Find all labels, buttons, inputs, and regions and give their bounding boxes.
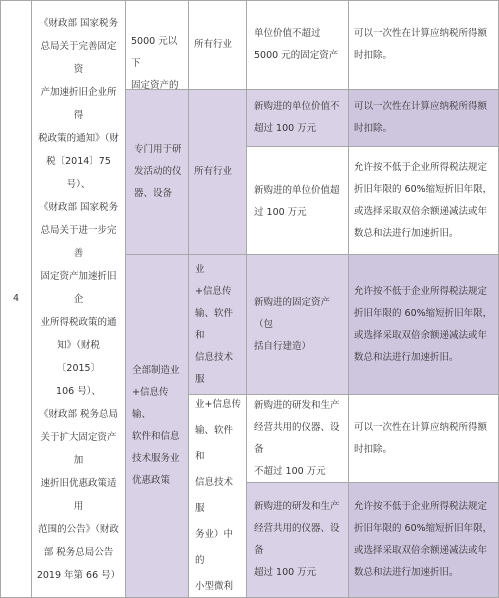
industry-label: 所有行业 xyxy=(194,166,233,177)
treatment-text: 允许按不低于企业所得税法规定 折旧年限的 60%缩短折旧年限， 或选择采取双倍余额递减法或年 数总和法进行加速折旧。 xyxy=(354,161,493,239)
treatment-text: 允许按不低于企业所得税法规定 折旧年限的 60%缩短折旧年限， 或选择采取双倍余额递减法或年 数总和法进行加速折旧。 xyxy=(354,285,493,363)
group-policy-label: 专门用于研 发活动的仪 器、设备 xyxy=(134,144,182,199)
industry-label: 业+信息传 输、软件和 信息技术服 务业）中的 小型微利 xyxy=(195,399,241,592)
industry-label: 业 +信息传 输、软件和 信息技术服 xyxy=(195,263,234,385)
condition-cell xyxy=(247,395,349,483)
policy-source-cell xyxy=(32,0,126,598)
condition-cell xyxy=(247,0,349,90)
policy-source-text: 《财政部 国家税务 总局关于完善固定资 产加速折旧企业所得 税政策的通知》（财 税〔2014〕75 号）、 《财政部 国家税务 总局关于进一步完善 固定资产加速折旧企 业所得税政策的通 知》（财税〔2015〕 106 号）、 《财政部 税务总局 关于扩大固定资产加 速折旧优惠政策适用 范围的公告》（财政 部 税务总局公告 2019 年第 66 号） xyxy=(36,17,121,581)
treatment-text: 允许按不低于企业所得税法规定 折旧年限的 60%缩短折旧年限， 或选择采取双倍余额递减法或年 数总和法进行加速折旧。 xyxy=(354,501,493,578)
treatment-cell xyxy=(349,90,499,147)
group-policy-cell xyxy=(126,90,189,255)
industry-cell xyxy=(189,395,247,598)
condition-cell xyxy=(247,90,349,147)
treatment-cell xyxy=(349,483,499,598)
row-number: 4 xyxy=(12,293,20,304)
industry-cell xyxy=(189,90,247,255)
treatment-text: 可以一次性在计算应纳税所得额 时扣除。 xyxy=(354,421,488,455)
industry-label: 所有行业 xyxy=(194,39,233,50)
industry-cell xyxy=(189,0,247,90)
treatment-cell xyxy=(349,255,499,395)
row-number-cell xyxy=(0,0,32,598)
condition-cell xyxy=(247,147,349,255)
treatment-cell xyxy=(349,0,499,90)
group-policy-label: 全部制造业 +信息传输、 软件和信息 技术服务业 优惠政策 xyxy=(132,365,180,486)
industry-cell xyxy=(189,255,247,395)
group-policy-cell xyxy=(126,255,189,598)
condition-cell xyxy=(247,255,349,395)
condition-text: 新购进的研发和生产 经营共用的仪器、设备 超过 100 万元 xyxy=(254,501,340,578)
condition-text: 新购进的单位价值超 过 100 万元 xyxy=(254,185,340,218)
group-policy-cell xyxy=(126,0,189,90)
condition-text: 新购进的单位价值不 超过 100 万元 xyxy=(254,101,340,134)
group-policy-label: 5000 元以下 固定资产的 xyxy=(131,36,179,90)
treatment-cell xyxy=(349,147,499,255)
condition-text: 新购进的固定资产（包 括自行建造） xyxy=(254,296,331,352)
treatment-text: 可以一次性在计算应纳税所得额 时扣除。 xyxy=(354,101,488,134)
condition-cell xyxy=(247,483,349,598)
treatment-text: 可以一次性在计算应纳税所得额 时扣除。 xyxy=(354,28,488,61)
condition-text: 单位价值不超过 5000 元的固定资产 xyxy=(254,28,339,61)
treatment-cell xyxy=(349,395,499,483)
condition-text: 新购进的研发和生产 经营共用的仪器、设备 不超过 100 万元 xyxy=(254,399,340,477)
